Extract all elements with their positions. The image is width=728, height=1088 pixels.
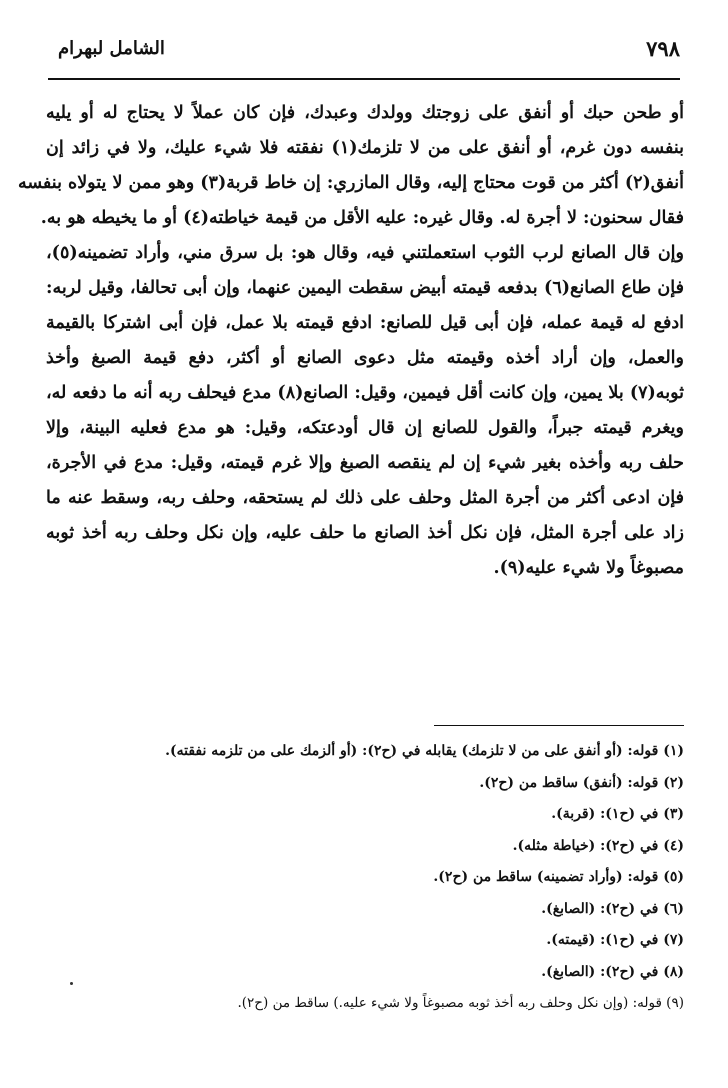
- text-line: ثوبه(٧) بلا يمين، وإن كانت أقل فيمين، وقيل: الصانع(٨) مدع فيحلف ربه أنه ما دفعه له،: [46, 383, 684, 403]
- book-title: الشامل لبهرام: [58, 38, 165, 59]
- text-line: أنفق(٢) أكثر من قوت محتاج إليه، وقال المازري: إن خاط قربة(٣) وهو ممن لا يتولاه بنفسه: [17, 173, 684, 193]
- text-line: والعمل، وإن أراد أخذه وقيمته مثل دعوى الصانع أو أكثر، دفع قيمة الصبغ وأخذ: [46, 348, 684, 368]
- footnote: (٧) في (ح١): (قيمته).: [546, 932, 684, 948]
- text-line: ادفع له قيمة عمله، فإن أبى قيل للصانع: ادفع قيمته بلا عمل، فإن أبى اشتركا بالقيمة: [46, 313, 684, 333]
- footnote: (٥) قوله: (وأراد تضمينه) ساقط من (ح٢).: [433, 869, 684, 885]
- text-line: مصبوغاً ولا شيء عليه(٩).: [493, 558, 684, 578]
- footnotes: [46, 736, 684, 1020]
- text-line: زاد على أجرة المثل، فإن نكل أخذ الصانع ما حلف عليه، وإن نكل وحلف ربه أخذ ثوبه: [46, 523, 684, 543]
- footnote: (٦) في (ح٢): (الصابغ).: [541, 900, 684, 917]
- footnote: (٨) في (ح٢): (الصابغ).: [541, 963, 684, 980]
- text-line: بنفسه دون غرم، أو أنفق على من لا تلزمك(١) نفقته فلا شيء عليك، ولا في زائد إن: [46, 138, 684, 158]
- text-line: فإن ادعى أكثر من أجرة المثل وحلف على ذلك لم يستحقه، وحلف ربه، وسقط عنه ما: [46, 488, 684, 508]
- text-line: فقال سحنون: لا أجرة له. وقال غيره: عليه الأقل من قيمة خياطته(٤) أو ما يخيطه هو به.: [40, 208, 684, 228]
- footnote: (٢) قوله: (أنفق) ساقط من (ح٢).: [479, 774, 684, 791]
- text-line: وإن قال الصانع لرب الثوب استعملتني فيه، وقال هو: بل سرق مني، وأراد تضمينه(٥)،: [46, 243, 684, 263]
- footnote: (٩) قوله: (وإن نكل وحلف ربه أخذ ثوبه مصبوغاً ولا شيء عليه.) ساقط من (ح٢).: [237, 995, 684, 1011]
- footnote: (٤) في (ح٢): (خياطة مثله).: [512, 837, 684, 854]
- header-rule: [48, 78, 680, 80]
- footnote: (١) قوله: (أو أنفق على من لا تلزمك) يقابله في (ح٢): (أو ألزمك على من تلزمه نفقته).: [165, 743, 684, 759]
- stray-mark: [70, 982, 73, 985]
- main-text: [17, 96, 684, 586]
- text-line: حلف ربه وأخذه بغير شيء إن لم ينقصه الصبغ وإلا غرم قيمته، وقيل: مدع في الأجرة،: [46, 453, 684, 473]
- text-line: أو طحن حبك أو أنفق على زوجتك وولدك وعبدك، فإن كان عملاً لا يحتاج له أو يليه: [46, 103, 684, 123]
- text-line: فإن طاع الصانع(٦) بدفعه قيمته أبيض سقطت اليمين عنهما، وإن أبى تحالفا، وقيل لربه:: [46, 278, 684, 298]
- footnote-separator: [434, 725, 684, 726]
- running-header: [58, 36, 680, 70]
- text-line: ويغرم قيمته جبراً، والقول للصانع إن قال أودعتكه، وقيل: هو مدع فعليه البينة، وإلا: [46, 418, 684, 438]
- footnote: (٣) في (ح١): (قربة).: [551, 806, 684, 822]
- page-number: ٧٩٨: [646, 36, 680, 61]
